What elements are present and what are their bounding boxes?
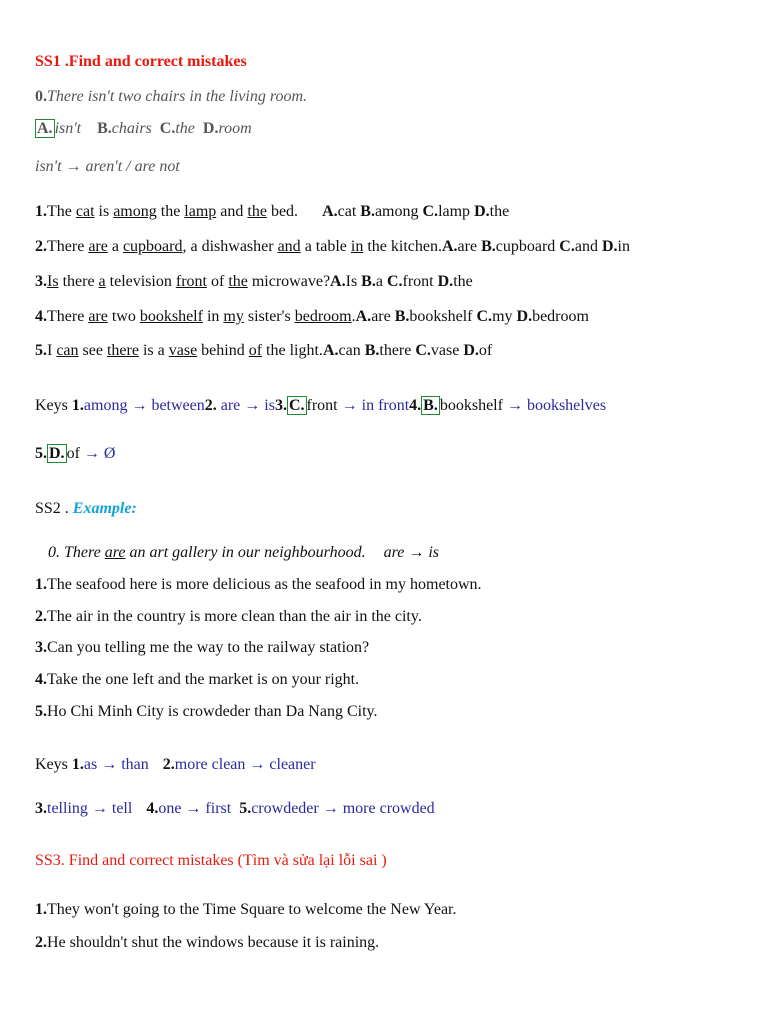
ss2-item-3: 3.Can you telling me the way to the railway station? [35,639,370,656]
ss2-example: 0. There are an art gallery in our neighbourhood. are → is [48,544,440,561]
key-4-highlight: B. [423,397,438,414]
key-5-highlight: D. [49,445,65,462]
ss2-keys-line-1: Keys 1.as → than 2.more clean → cleaner [35,756,316,773]
ss2-item-1: 1.The seafood here is more delicious as the seafood in my hometown. [35,576,482,593]
ss1-keys-line-1: Keys 1.among → between2. are → is3. C. front → in front4. B. bookshelf → bookshelves [35,397,607,414]
ss1-question-2: 2.There are a cupboard, a dishwasher and a table in the kitchen.A.are B.cupboard C.and D.in [35,238,630,255]
ss3-item-1: 1.They won't going to the Time Square to welcome the New Year. [35,901,457,918]
ss2-keys-line-2: 3.telling → tell 4.one → first 5.crowdeder → more crowded [35,800,435,817]
ss2-item-4: 4.Take the one left and the market is on your right. [35,671,360,688]
ss3-heading: SS3. Find and correct mistakes (Tìm và sửa lại lỗi sai ) [35,852,387,869]
ss1-question-1: 1.The cat is among the lamp and the bed. A.cat B.among C.lamp D.the [35,203,510,220]
ss1-question-5: 5.I can see there is a vase behind of the light.A.can B.there C.vase D.of [35,342,493,359]
ss3-item-2: 2.He shouldn't shut the windows because it is raining. [35,934,380,951]
option-a-highlight: A. [37,120,53,137]
ss2-item-5: 5.Ho Chi Minh City is crowdeder than Da Nang City. [35,703,378,720]
ss1-example-options: A. isn't B.chairs C.the D.room [37,120,252,137]
ss1-keys-line-2: 5. D. of → Ø [35,445,116,462]
ss1-question-4: 4.There are two bookshelf in my sister's bedroom.A.are B.bookshelf C.my D.bedroom [35,308,589,325]
ss2-item-2: 2.The air in the country is more clean than the air in the city. [35,608,422,625]
ss2-heading: SS2 . Example: [35,500,137,517]
ss1-example-sentence: 0.There isn't two chairs in the living room. [35,88,308,105]
ss1-heading: SS1 .Find and correct mistakes [35,53,247,70]
ss1-example-correction: isn't → aren't / are not [35,158,180,175]
ss1-question-3: 3.Is there a television front of the microwave?A.Is B.a C.front D.the [35,273,473,290]
key-3-highlight: C. [288,397,305,414]
